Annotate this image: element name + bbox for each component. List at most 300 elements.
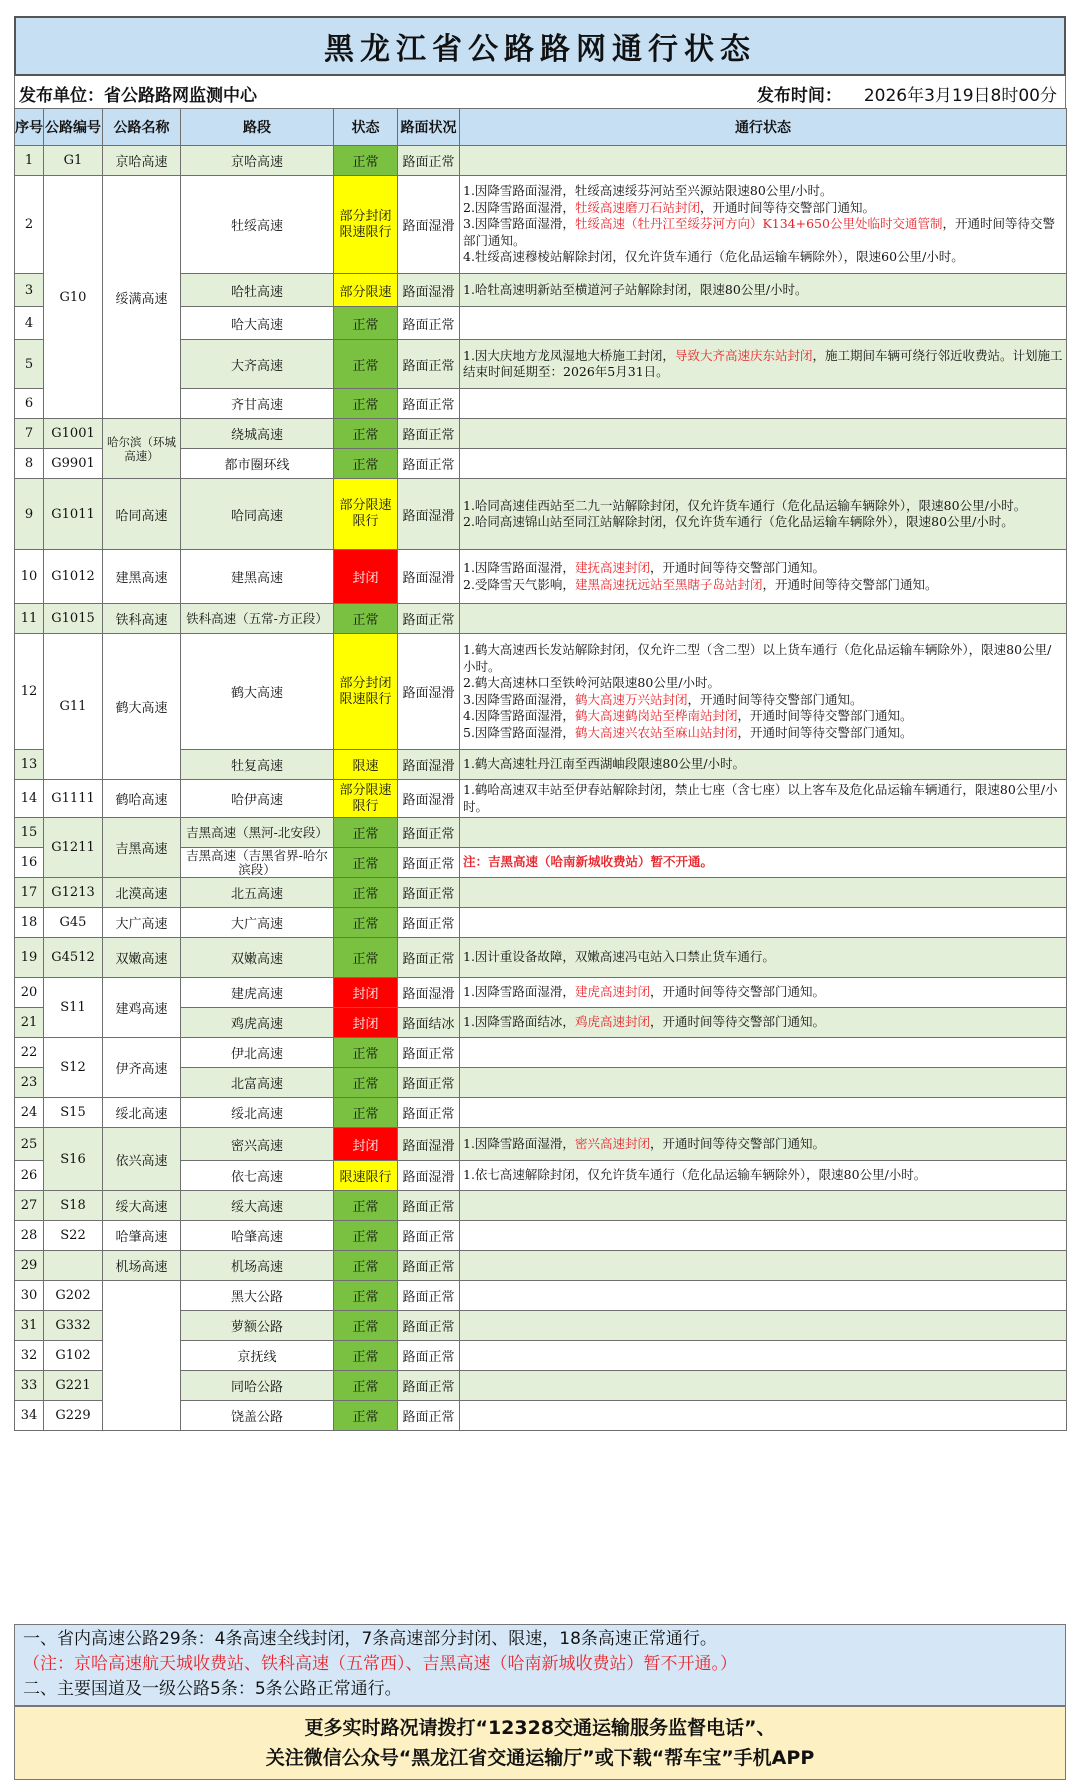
header-cell: 公路编号 [44,109,103,146]
table-row [15,634,1067,750]
status-badge: 正常 [334,449,398,479]
detail-text: 1.因降雪路面结冰， [463,1014,575,1030]
row-number: 29 [15,1251,44,1281]
contact-box [14,1706,1066,1780]
detail-text: ，施工期间车辆可绕行邻近收费站。计划施工结束时间延期至：2026年5月31日。 [463,347,1063,379]
detail-highlight: 牡绥高速磨刀石站封闭 [574,199,700,215]
road-surface: 路面正常 [398,604,460,634]
row-number: 34 [15,1401,44,1431]
road-segment: 都市圈环线 [181,449,334,479]
row-number: 9 [15,479,44,550]
status-badge: 正常 [334,419,398,449]
traffic-detail [460,978,1067,1008]
detail-line [463,249,1063,266]
road-segment: 哈肇高速 [181,1221,334,1251]
road-segment: 吉黑高速（吉黑省界-哈尔滨段） [181,848,334,878]
detail-text: 1.鹤大高速西长发站解除封闭，仅允许二型（含二型）以上货车通行（危化品运输车辆除外），限速80公里/小时。 [463,642,1052,674]
detail-text: ，开通时间等待交警部门通知。 [649,1135,825,1151]
detail-highlight: 建抚高速封闭 [574,560,650,575]
row-number: 23 [15,1068,44,1098]
traffic-detail [460,1311,1067,1341]
traffic-detail [460,1281,1067,1311]
status-badge: 封闭 [334,978,398,1008]
detail-line [463,708,1063,725]
road-surface: 路面结冰 [398,1008,460,1038]
road-name: 依兴高速 [103,1128,181,1191]
row-number: 31 [15,1311,44,1341]
traffic-detail [460,908,1067,938]
road-surface: 路面正常 [398,1068,460,1098]
contact-line-1: 更多实时路况请拨打“12328交通运输服务监督电话”、 [304,1717,776,1739]
detail-text: 1.鹤哈高速双丰站至伊春站解除封闭，禁止七座（含七座）以上客车及危化品运输车辆通行，限速80公里/小时。 [463,782,1058,814]
road-segment: 牡复高速 [181,750,334,780]
row-number: 28 [15,1221,44,1251]
row-number: 4 [15,307,44,340]
row-number: 2 [15,176,44,274]
traffic-detail [460,878,1067,908]
road-surface: 路面湿滑 [398,780,460,818]
road-surface: 路面湿滑 [398,978,460,1008]
road-segment: 伊北高速 [181,1038,334,1068]
contact-line-2: 关注微信公众号“黑龙江省交通运输厅”或下载“帮车宝”手机APP [265,1747,815,1769]
road-name: 绥大高速 [103,1191,181,1221]
status-badge: 正常 [334,878,398,908]
road-segment: 萝额公路 [181,1311,334,1341]
traffic-detail [460,146,1067,176]
page-title: 黑龙江省公路路网通行状态 [14,16,1066,76]
traffic-detail [460,1191,1067,1221]
table-row [15,780,1067,818]
road-name: 大广高速 [103,908,181,938]
status-badge: 正常 [334,1098,398,1128]
row-number: 24 [15,1098,44,1128]
detail-line [463,675,1063,692]
road-segment: 哈大高速 [181,307,334,340]
row-number: 5 [15,340,44,389]
traffic-detail [460,307,1067,340]
detail-text: ，开通时间等待交警部门通知。 [762,576,938,592]
traffic-detail [460,449,1067,479]
status-badge: 正常 [334,848,398,878]
table-row [15,604,1067,634]
road-surface: 路面湿滑 [398,750,460,780]
traffic-detail [460,1038,1067,1068]
road-segment: 黑大公路 [181,1281,334,1311]
traffic-detail [460,274,1067,307]
road-code: G1012 [44,550,103,604]
road-surface: 路面正常 [398,1311,460,1341]
traffic-detail [460,750,1067,780]
table-row [15,479,1067,550]
detail-text: ，开通时间等待交警部门通知。 [737,724,913,740]
header-cell: 通行状态 [460,109,1067,146]
publish-info-row [14,76,1066,108]
road-surface: 路面湿滑 [398,274,460,307]
road-surface: 路面湿滑 [398,479,460,550]
road-segment: 哈同高速 [181,479,334,550]
status-badge: 封闭 [334,1128,398,1161]
detail-line [463,514,1063,531]
status-badge: 部分封闭限速限行 [334,634,398,750]
status-badge: 正常 [334,818,398,848]
header-cell: 路面状况 [398,109,460,146]
traffic-detail [460,1401,1067,1431]
summary-line-2: 二、主要国道及一级公路5条：5条公路正常通行。 [23,1679,402,1699]
road-name: 鹤哈高速 [103,780,181,818]
header-cell: 路段 [181,109,334,146]
row-number: 26 [15,1161,44,1191]
status-badge: 正常 [334,307,398,340]
row-number: 14 [15,780,44,818]
road-surface: 路面湿滑 [398,176,460,274]
detail-text: ，开通时间等待交警部门通知。 [463,216,1055,248]
detail-text: 5.因降雪路面湿滑， [463,724,575,740]
detail-line [463,984,1063,1001]
table-row [15,176,1067,274]
status-badge: 限速限行 [334,1161,398,1191]
detail-line [463,216,1063,249]
table-row [15,1221,1067,1251]
table-header [15,109,1067,146]
row-number: 27 [15,1191,44,1221]
detail-text: 2.因降雪路面湿滑， [463,199,575,215]
road-segment: 饶盖公路 [181,1401,334,1431]
row-number: 3 [15,274,44,307]
road-surface: 路面正常 [398,1371,460,1401]
summary-note: （注：京哈高速航天城收费站、铁科高速（五常西）、吉黑高速（哈南新城收费站）暂不开通。） [23,1654,737,1674]
detail-line [463,642,1063,675]
row-number: 33 [15,1371,44,1401]
row-number: 21 [15,1008,44,1038]
road-segment: 大齐高速 [181,340,334,389]
road-segment: 依七高速 [181,1161,334,1191]
table-row [15,1038,1067,1068]
detail-highlight: 鸡虎高速封闭 [574,1014,650,1030]
detail-text: 1.因降雪路面湿滑， [463,560,575,575]
road-segment: 北富高速 [181,1068,334,1098]
traffic-detail [460,550,1067,604]
detail-line [463,949,1063,966]
detail-highlight: 导致大齐高速庆东站封闭 [674,347,813,363]
traffic-detail [460,340,1067,389]
road-code [44,1251,103,1281]
table-row [15,878,1067,908]
road-name: 伊齐高速 [103,1038,181,1098]
road-segment: 绕城高速 [181,419,334,449]
road-code: G4512 [44,938,103,978]
traffic-detail [460,604,1067,634]
detail-text: 1.哈同高速佳西站至二九一站解除封闭，仅允许货车通行（危化品运输车辆除外），限速80公里/小时。 [463,497,1027,513]
road-segment: 鸡虎高速 [181,1008,334,1038]
road-surface: 路面湿滑 [398,550,460,604]
road-name [103,1281,181,1431]
publish-time: 2026年3月19日8时00分 [863,86,1057,106]
detail-highlight: 鹤大高速鹤岗站至桦南站封闭 [574,708,738,723]
detail-text: 1.依七高速解除封闭，仅允许货车通行（危化品运输车辆除外），限速80公里/小时。 [463,1167,927,1183]
row-number: 15 [15,818,44,848]
row-number: 30 [15,1281,44,1311]
detail-text: 1.鹤大高速牡丹江南至西湖岫段限速80公里/小时。 [463,756,746,772]
detail-text: 1.哈牡高速明新站至横道河子站解除封闭，限速80公里/小时。 [463,281,808,297]
table-row [15,550,1067,604]
detail-text: 4.牡绥高速穆棱站解除封闭，仅允许货车通行（危化品运输车辆除外），限速60公里/小时。 [463,249,964,265]
road-code: G221 [44,1371,103,1401]
table-row [15,1281,1067,1311]
traffic-detail [460,634,1067,750]
road-segment: 绥北高速 [181,1098,334,1128]
row-number: 8 [15,449,44,479]
detail-text: 4.因降雪路面湿滑， [463,708,575,723]
detail-text: ，开通时间等待交警部门通知。 [699,199,875,215]
traffic-detail [460,389,1067,419]
road-surface: 路面正常 [398,938,460,978]
road-segment: 哈伊高速 [181,780,334,818]
traffic-detail [460,419,1067,449]
header-cell: 公路名称 [103,109,181,146]
road-code: G11 [44,634,103,780]
traffic-detail [460,1341,1067,1371]
detail-line [463,577,1063,594]
road-name: 绥满高速 [103,176,181,419]
road-code: S15 [44,1098,103,1128]
detail-line [463,692,1063,709]
detail-text: ，开通时间等待交警部门通知。 [649,984,825,1000]
detail-highlight: 牡绥高速（牡丹江至绥芬河方向）K134+650公里处临时交通管制 [574,216,943,232]
road-name: 哈肇高速 [103,1221,181,1251]
road-surface: 路面正常 [398,1038,460,1068]
road-name: 机场高速 [103,1251,181,1281]
detail-text: ，开通时间等待交警部门通知。 [687,691,863,707]
status-badge: 部分封闭限速限行 [334,176,398,274]
detail-line [463,282,1063,299]
detail-highlight: 建黑高速抚远站至黑瞎子岛站封闭 [574,576,763,592]
row-number: 11 [15,604,44,634]
road-surface: 路面正常 [398,908,460,938]
road-code: S18 [44,1191,103,1221]
road-segment: 铁科高速（五常-方正段） [181,604,334,634]
road-name: 建黑高速 [103,550,181,604]
road-name: 哈同高速 [103,479,181,550]
road-segment: 牡绥高速 [181,176,334,274]
road-surface: 路面正常 [398,1098,460,1128]
detail-highlight: 鹤大高速兴农站至麻山站封闭 [574,724,738,740]
status-badge: 正常 [334,146,398,176]
detail-text: 2.哈同高速锦山站至同江站解除封闭，仅允许货车通行（危化品运输车辆除外），限速80公里/小时。 [463,514,1014,529]
traffic-detail [460,1008,1067,1038]
road-surface: 路面正常 [398,818,460,848]
road-code: G202 [44,1281,103,1311]
summary-box [14,1624,1066,1706]
row-number: 32 [15,1341,44,1371]
traffic-detail [460,1128,1067,1161]
table-row [15,938,1067,978]
road-segment: 机场高速 [181,1251,334,1281]
road-segment: 京哈高速 [181,146,334,176]
detail-text: 3.因降雪路面湿滑， [463,691,575,707]
road-code: G1111 [44,780,103,818]
traffic-detail [460,1221,1067,1251]
table-row [15,1191,1067,1221]
table-row [15,818,1067,848]
road-name: 哈尔滨（环城高速） [103,419,181,479]
detail-line [463,725,1063,742]
row-number: 16 [15,848,44,878]
row-number: 19 [15,938,44,978]
row-number: 12 [15,634,44,750]
row-number: 22 [15,1038,44,1068]
status-badge: 正常 [334,1038,398,1068]
road-code: G1001 [44,419,103,449]
status-badge: 正常 [334,1191,398,1221]
road-segment: 建黑高速 [181,550,334,604]
status-badge: 正常 [334,1371,398,1401]
header-cell: 状态 [334,109,398,146]
table-row [15,978,1067,1008]
table-row [15,1128,1067,1161]
road-surface: 路面正常 [398,1191,460,1221]
road-segment: 吉黑高速（黑河-北安段） [181,818,334,848]
row-number: 10 [15,550,44,604]
road-segment: 绥大高速 [181,1191,334,1221]
road-surface: 路面正常 [398,340,460,389]
status-badge: 部分限速限行 [334,780,398,818]
row-number: 7 [15,419,44,449]
road-name: 京哈高速 [103,146,181,176]
detail-text: 1.因降雪路面湿滑， [463,984,575,1000]
detail-text: ，开通时间等待交警部门通知。 [737,708,913,723]
road-name: 绥北高速 [103,1098,181,1128]
road-surface: 路面正常 [398,307,460,340]
status-badge: 正常 [334,1401,398,1431]
detail-line [463,756,1063,773]
road-surface: 路面正常 [398,449,460,479]
detail-text: 1.因计重设备故障，双嫩高速冯屯站入口禁止货车通行。 [463,949,775,965]
road-surface: 路面正常 [398,419,460,449]
road-code: G1015 [44,604,103,634]
traffic-detail [460,1098,1067,1128]
road-segment: 北五高速 [181,878,334,908]
detail-line [463,348,1063,381]
detail-text: ，开通时间等待交警部门通知。 [649,560,825,575]
road-segment: 哈牡高速 [181,274,334,307]
status-badge: 正常 [334,1221,398,1251]
status-badge: 封闭 [334,1008,398,1038]
detail-text: 1.因降雪路面湿滑， [463,1135,575,1151]
road-surface: 路面正常 [398,1221,460,1251]
row-number: 25 [15,1128,44,1161]
road-code: G229 [44,1401,103,1431]
row-number: 18 [15,908,44,938]
road-surface: 路面正常 [398,1281,460,1311]
row-number: 17 [15,878,44,908]
status-badge: 封闭 [334,550,398,604]
table-row [15,146,1067,176]
road-code: G1211 [44,818,103,878]
road-status-table [14,108,1067,1431]
detail-line [463,1167,1063,1184]
road-segment: 密兴高速 [181,1128,334,1161]
detail-note: 注：吉黑高速（哈南新城收费站）暂不开通。 [463,854,714,870]
status-badge: 部分限速限行 [334,479,398,550]
road-surface: 路面正常 [398,1251,460,1281]
traffic-detail [460,1371,1067,1401]
road-code: G102 [44,1341,103,1371]
detail-highlight: 建虎高速封闭 [574,984,650,1000]
row-number: 1 [15,146,44,176]
traffic-detail [460,780,1067,818]
status-badge: 正常 [334,340,398,389]
road-surface: 路面湿滑 [398,634,460,750]
road-name: 北漠高速 [103,878,181,908]
status-badge: 正常 [334,1311,398,1341]
status-badge: 正常 [334,1251,398,1281]
road-code: G332 [44,1311,103,1341]
table-row [15,419,1067,449]
road-surface: 路面正常 [398,848,460,878]
road-segment: 齐甘高速 [181,389,334,419]
road-segment: 大广高速 [181,908,334,938]
road-segment: 建虎高速 [181,978,334,1008]
detail-text: 2.受降雪天气影响， [463,576,575,592]
table-row [15,1098,1067,1128]
detail-text: 1.因降雪路面湿滑，牡绥高速绥芬河站至兴源站限速80公里/小时。 [463,183,833,199]
detail-line [463,560,1063,577]
road-surface: 路面湿滑 [398,1128,460,1161]
road-surface: 路面正常 [398,878,460,908]
road-code: S11 [44,978,103,1038]
road-name: 鹤大高速 [103,634,181,780]
status-badge: 正常 [334,389,398,419]
road-surface: 路面正常 [398,1401,460,1431]
road-segment: 双嫩高速 [181,938,334,978]
traffic-detail [460,818,1067,848]
detail-text: 1.因大庆地方龙凤湿地大桥施工封闭， [463,347,675,363]
detail-text: ，开通时间等待交警部门通知。 [649,1014,825,1030]
road-surface: 路面正常 [398,1341,460,1371]
traffic-detail [460,848,1067,878]
road-code: S16 [44,1128,103,1191]
detail-line [463,200,1063,217]
detail-line [463,1136,1063,1153]
road-code: G1 [44,146,103,176]
traffic-detail [460,479,1067,550]
road-code: G1213 [44,878,103,908]
status-badge: 正常 [334,938,398,978]
detail-highlight: 密兴高速封闭 [574,1135,650,1151]
road-segment: 京抚线 [181,1341,334,1371]
status-badge: 正常 [334,1341,398,1371]
road-code: S12 [44,1038,103,1098]
table-row [15,1251,1067,1281]
publish-time-block [757,81,1057,106]
publisher: 发布单位：省公路路网监测中心 [19,86,257,106]
status-badge: 正常 [334,604,398,634]
row-number: 20 [15,978,44,1008]
status-badge: 限速 [334,750,398,780]
row-number: 13 [15,750,44,780]
road-name: 建鸡高速 [103,978,181,1038]
detail-line [463,782,1063,815]
traffic-detail [460,1251,1067,1281]
detail-line [463,498,1063,515]
status-badge: 正常 [334,908,398,938]
road-surface: 路面正常 [398,389,460,419]
road-surface: 路面正常 [398,146,460,176]
road-name: 吉黑高速 [103,818,181,878]
road-code: G9901 [44,449,103,479]
detail-text: 2.鹤大高速林口至铁岭河站限速80公里/小时。 [463,675,721,690]
road-code: G1011 [44,479,103,550]
